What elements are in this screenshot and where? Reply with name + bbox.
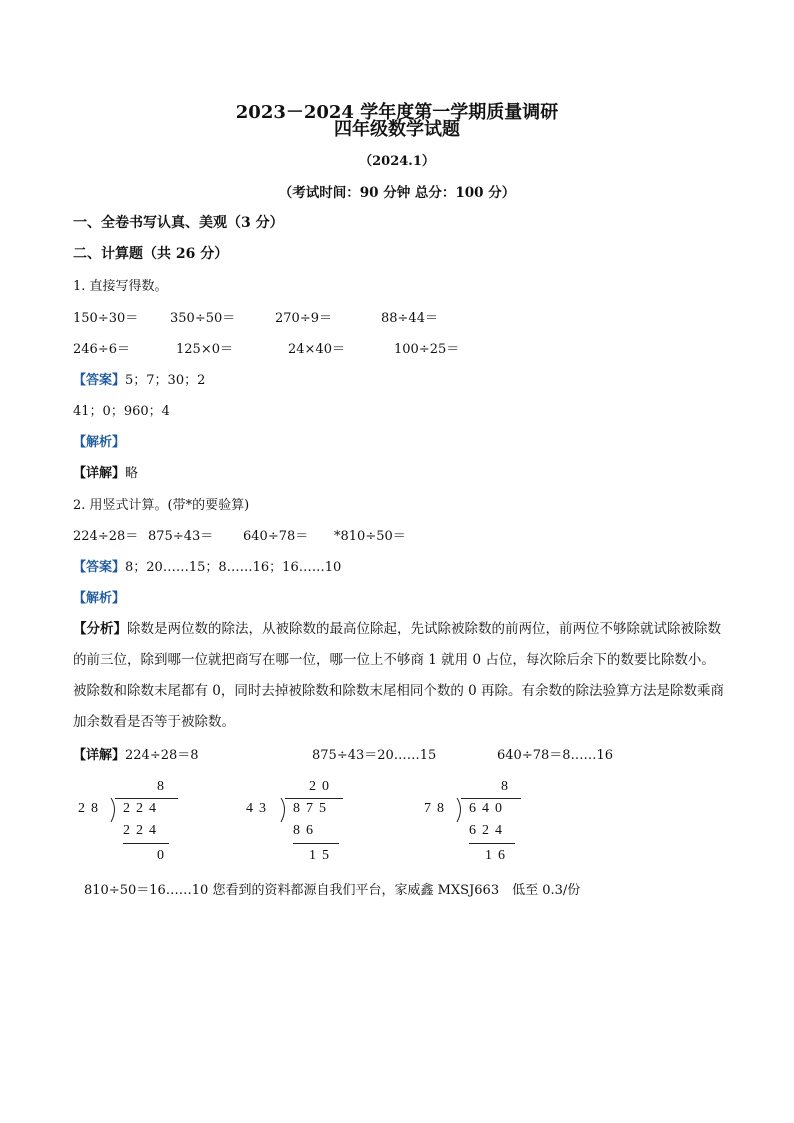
q2-detail-1 [73, 744, 199, 763]
remainder: 0 [157, 848, 170, 863]
dividend: 224 [123, 801, 162, 816]
q2-item: *810÷50＝ [334, 529, 406, 544]
q1-item: 125×0＝ [176, 342, 233, 357]
answer-text: 8；20……15；8……16；16……10 [125, 560, 342, 575]
q2-analysis-paragraph [73, 614, 728, 738]
q1-answer-line2: 41；0；960；4 [73, 404, 170, 419]
q2-prompt: 2. 用竖式计算。(带*的要验算) [73, 498, 250, 513]
answer-tag: 【答案】 [73, 560, 126, 575]
product: 224 [123, 823, 162, 838]
q1-item: 246÷6＝ [73, 342, 130, 357]
detail-text: 略 [125, 466, 139, 481]
q2-item: 640÷78＝ [243, 529, 309, 544]
answer-text: 5；7；30；2 [125, 373, 206, 388]
divisor: 43 [246, 801, 272, 816]
division-bracket [109, 797, 119, 823]
q1-item: 270÷9＝ [275, 311, 332, 326]
product: 86 [293, 823, 319, 838]
division-bar [115, 798, 178, 799]
product: 624 [469, 823, 508, 838]
section-1-heading: 一、全卷书写认真、美观（3 分） [73, 215, 284, 231]
subtraction-line [469, 843, 515, 844]
q1-item: 350÷50＝ [170, 311, 236, 326]
q2-last-line: 810÷50＝16……10 您看到的资料都源自我们平台，家威鑫 MXSJ663 低至 0.3/份 [84, 883, 581, 898]
remainder: 15 [309, 848, 335, 863]
division-bar [461, 798, 521, 799]
q2-item: 224÷28＝ [73, 529, 139, 544]
q1-prompt: 1. 直接写得数。 [73, 279, 168, 294]
detail-tag: 【详解】 [73, 466, 126, 481]
exam-title: 2023－2024 学年度第一学期质量调研 [235, 102, 559, 123]
fenxi-tag: 【分析】 [73, 621, 127, 637]
remainder: 16 [485, 848, 511, 863]
exam-subtitle: 四年级数学试题 [334, 119, 460, 140]
q1-analysis-tag: 【解析】 [73, 435, 126, 450]
division-bracket [455, 797, 465, 823]
q1-answer [73, 369, 205, 388]
dividend: 875 [293, 801, 332, 816]
quotient: 8 [157, 779, 170, 794]
q2-item: 875÷43＝ [148, 529, 214, 544]
quotient: 8 [501, 779, 514, 794]
fenxi-text: 除数是两位数的除法，从被除数的最高位除起，先试除被除数的前两位，前两位不够除就试除被除数的前三位，除到哪一位就把商写在哪一位，哪一位上不够商 1 就用 0 占位，每次除后余下的数要比除数小。被除数和除数末尾都有 0，同时去掉被除数和除数末尾相同个数的 0 再除。有余数的除法验算方法是除数乘商加余数看是否等于被除数。 [73, 621, 725, 730]
division-bar [285, 798, 343, 799]
q2-analysis-tag: 【解析】 [73, 591, 126, 606]
quotient: 20 [309, 779, 335, 794]
detail-tag: 【详解】 [73, 748, 126, 763]
section-2-heading: 二、计算题（共 26 分） [73, 246, 229, 262]
q2-detail-2: 875÷43＝20……15 [312, 748, 437, 763]
answer-tag: 【答案】 [73, 373, 126, 388]
q1-detail [73, 462, 138, 481]
q1-item: 88÷44＝ [381, 311, 438, 326]
q1-item: 150÷30＝ [73, 311, 139, 326]
q2-answer [73, 556, 341, 575]
q1-item: 24×40＝ [288, 342, 345, 357]
subtraction-line [123, 843, 169, 844]
q2-detail-3: 640÷78＝8……16 [497, 748, 614, 763]
subtraction-line [293, 843, 339, 844]
q1-item: 100÷25＝ [394, 342, 460, 357]
exam-date: （2024.1） [359, 154, 435, 169]
dividend: 640 [469, 801, 508, 816]
divisor: 28 [78, 801, 104, 816]
detail-item: 224÷28＝8 [125, 748, 199, 763]
exam-info: （考试时间：90 分钟 总分：100 分） [278, 185, 516, 201]
division-bracket [279, 797, 289, 823]
divisor: 78 [424, 801, 450, 816]
